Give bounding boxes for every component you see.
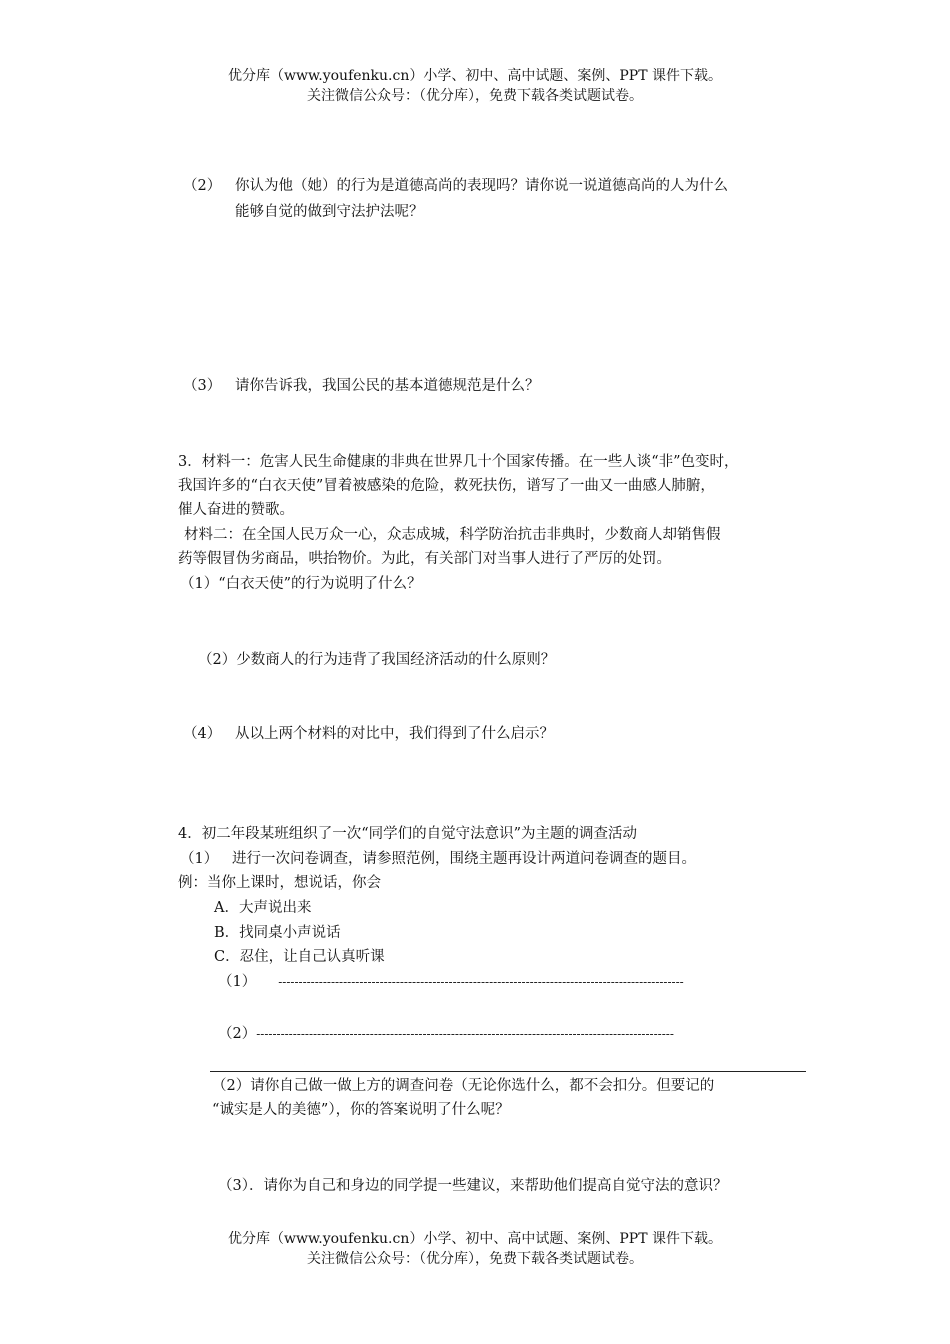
q3-material1-line1: 3．材料一：危害人民生命健康的非典在世界几十个国家传播。在一些人谈“非”色变时， — [178, 454, 739, 470]
q3-material2-line2: 药等假冒伪劣商品，哄抬物价。为此，有关部门对当事人进行了严厉的处罚。 — [178, 551, 671, 567]
q4-option-c: C．忍住，让自己认真听课 — [214, 949, 385, 965]
q4-example: 例：当你上课时，想说话，你会 — [178, 875, 381, 891]
q4-sub1-text: 进行一次问卷调查，请参照范例，围绕主题再设计两道问卷调查的题目。 — [232, 851, 696, 867]
q4-blank-2-dashes: ------------------------------------------------------------------------------------------------------- — [256, 1027, 674, 1041]
q4-sub3: （3）．请你为自己和身边的同学提一些建议，来帮助他们提高自觉守法的意识？ — [218, 1178, 728, 1194]
footer-line-1: 优分库（www.youfenku.cn）小学、初中、高中试题、案例、PPT 课件下载。 — [227, 1231, 722, 1247]
q4-title: 4．初二年段某班组织了一次“同学们的自觉守法意识”为主题的调查活动 — [178, 826, 638, 842]
q2-sub2-number: （2） — [183, 178, 222, 194]
q4-sub2-line1: （2）请你自己做一做上方的调查问卷（无论你选什么，都不会扣分。但要记的 — [212, 1078, 715, 1094]
q4-blank-1-number: （1） — [218, 974, 257, 990]
q4-option-a: A．大声说出来 — [214, 900, 312, 916]
q2-sub3-text: 请你告诉我，我国公民的基本道德规范是什么？ — [235, 378, 540, 394]
q4-blank-2[interactable] — [218, 1024, 674, 1044]
q4-sub2-line2: “诚实是人的美德”），你的答案说明了什么呢？ — [212, 1102, 510, 1118]
q3-material1-line2: 我国许多的“白衣天使”冒着被感染的危险，救死扶伤，谱写了一曲又一曲感人肺腑， — [178, 478, 715, 494]
q4-sub1-number: （1） — [180, 851, 219, 867]
q2-sub3-number: （3） — [183, 378, 222, 394]
q3-sub4-number: （4） — [183, 726, 222, 742]
q2-sub2-line1: 你认为他（她）的行为是道德高尚的表现吗？请你说一说道德高尚的人为什么 — [235, 178, 728, 194]
q2-sub2-line2: 能够自觉的做到守法护法呢？ — [235, 204, 424, 220]
q3-material2-line1: 材料二：在全国人民万众一心，众志成城，科学防治抗击非典时，少数商人却销售假 — [184, 527, 721, 543]
q4-blank-1[interactable] — [218, 972, 684, 992]
q4-blank-1-dashes: ---------------------------------------------------------------------------------------------------- — [278, 975, 684, 989]
q4-blank-2-number: （2） — [218, 1026, 257, 1042]
q2-sub3-question — [183, 376, 540, 396]
q3-sub2: （2）少数商人的行为违背了我国经济活动的什么原则？ — [198, 652, 556, 668]
header-line-1: 优分库（www.youfenku.cn）小学、初中、高中试题、案例、PPT 课件下载。 — [227, 68, 722, 84]
header-line-2: 关注微信公众号：（优分库），免费下载各类试题试卷。 — [307, 88, 643, 104]
q3-sub4-question — [183, 724, 554, 744]
q3-material1-line3: 催人奋进的赞歌。 — [178, 502, 294, 518]
q4-sub1-question — [180, 849, 696, 869]
q3-sub1: （1）“白衣天使”的行为说明了什么？ — [180, 576, 422, 592]
q3-sub4-text: 从以上两个材料的对比中，我们得到了什么启示？ — [235, 726, 554, 742]
answer-underline — [210, 1071, 806, 1072]
q2-sub2-question — [183, 176, 728, 196]
footer-line-2: 关注微信公众号：（优分库），免费下载各类试题试卷。 — [307, 1251, 643, 1267]
q4-option-b: B．找同桌小声说话 — [214, 925, 341, 941]
